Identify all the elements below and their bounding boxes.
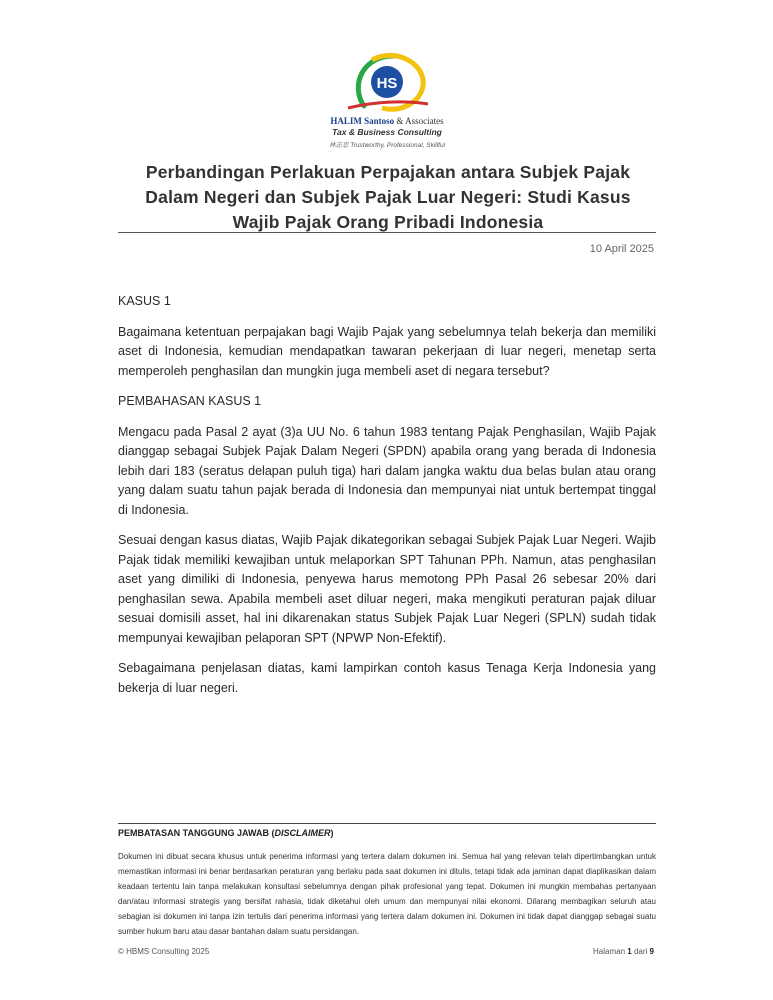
footer-page-number xyxy=(593,947,654,956)
logo-firm-name xyxy=(322,116,452,126)
title-line-3: Wajib Pajak Orang Pribadi Indonesia xyxy=(232,212,544,232)
title-divider xyxy=(118,232,656,233)
page-label: Halaman xyxy=(593,947,626,956)
title-line-2: Dalam Negeri dan Subjek Pajak Luar Negeri: Studi Kasus xyxy=(145,187,631,207)
disclaimer-divider xyxy=(118,823,656,824)
title-line-1: Perbandingan Perlakuan Perpajakan antara Subjek Pajak xyxy=(145,162,631,182)
company-logo xyxy=(322,46,452,156)
disclaimer-title-prefix: PEMBATASAN TANGGUNG JAWAB ( xyxy=(118,828,275,838)
discussion-paragraph-3: Sebagaimana penjelasan diatas, kami lampirkan contoh kasus Tenaga Kerja Indonesia yang bekerja di luar negeri. xyxy=(118,661,656,695)
case-heading: KASUS 1 xyxy=(118,294,171,308)
document-title xyxy=(118,160,658,235)
disclaimer-title-italic: DISCLAIMER xyxy=(274,828,331,838)
page-total: 9 xyxy=(649,947,654,956)
case-question: Bagaimana ketentuan perpajakan bagi Wajib Pajak yang sebelumnya telah bekerja dan memiliki aset di Indonesia, kemudian mendapatkan tawaran pekerjaan di luar negeri, menetap serta memperoleh penghasilan dan mungkin juga membeli aset di negara tersebut? xyxy=(118,324,656,378)
document-date: 10 April 2025 xyxy=(589,243,654,255)
page-current: 1 xyxy=(627,947,632,956)
logo-tagline-row xyxy=(322,140,452,149)
logo-monogram: HS xyxy=(376,75,398,92)
disclaimer-text: Dokumen ini dibuat secara khusus untuk penerima informasi yang tertera dalam dokumen ini. Semua hal yang relevan telah dipertimbangkan untuk memastikan informasi ini benar berdasarkan peraturan yang berlaku pada saat dokumen ini ditulis, tetapi tidak ada jaminan dapat diaplikasikan dalam keadaan tertentu lain tanpa melakukan konsultasi sebelumnya dengan pihak profesional yang tepat. Dokumen ini mungkin membahas pertanyaan dan/atau informasi strategis yang bersifat rahasia, tidak diketahui oleh umum dan mempunyai nilai ekonomi. Dilarang membagikan seluruh atau sebagian isi dokumen ini tanpa izin tertulis dari penerima informasi yang tertera dalam dokumen ini. Dokumen ini tidak dapat dianggap sebagai suatu sumber hukum baru atau dasar bantahan dalam suatu persidangan. xyxy=(118,852,656,936)
discussion-paragraph-1: Mengacu pada Pasal 2 ayat (3)a UU No. 6 tahun 1983 tentang Pajak Penghasilan, Wajib Pajak dianggap sebagai Subjek Pajak Dalam Negeri (SPDN) apabila orang yang berada di Indonesia lebih dari 183 (seratus delapan puluh tiga) hari dalam jangka waktu dua belas bulan atau orang yang dalam suatu tahun pajak berada di Indonesia dan mempunyai niat untuk bertempat tinggal di Indonesia. xyxy=(118,424,656,517)
logo-tagline: Trustworthy, Professional, Skillful xyxy=(350,142,446,149)
footer-copyright: © HBMS Consulting 2025 xyxy=(118,947,210,956)
logo-emblem-icon xyxy=(342,46,432,116)
document-body xyxy=(118,292,656,709)
logo-firm-name-main: HALIM Santoso xyxy=(330,116,395,126)
discussion-paragraph-2: Sesuai dengan kasus diatas, Wajib Pajak dikategorikan sebagai Subjek Pajak Luar Negeri. Wajib Pajak tidak memiliki kewajiban untuk melaporkan SPT Tahunan PPh. Namun, atas penghasilan aset yang dimiliki di Indonesia, penyewa harus memotong PPh Pasal 26 sebesar 20% dari penghasilan sewa. Apabila membeli aset diluar negeri, maka mengikuti peraturan pajak diluar sesuai domisili asset, hal ini dikarenakan status Subjek Pajak Luar Negeri (SPLN) sudah tidak mempunyai kewajiban pelaporan SPT (NPWP Non-Efektif). xyxy=(118,533,656,645)
page-of: dari xyxy=(633,947,648,956)
logo-chinese-name: 林志忠 xyxy=(328,142,349,149)
logo-subtitle: Tax & Business Consulting xyxy=(332,127,442,137)
logo-firm-name-suffix: & Associates xyxy=(396,116,444,126)
disclaimer-title-suffix: ) xyxy=(330,828,334,838)
discussion-heading: PEMBAHASAN KASUS 1 xyxy=(118,394,262,408)
disclaimer-title xyxy=(118,828,334,838)
